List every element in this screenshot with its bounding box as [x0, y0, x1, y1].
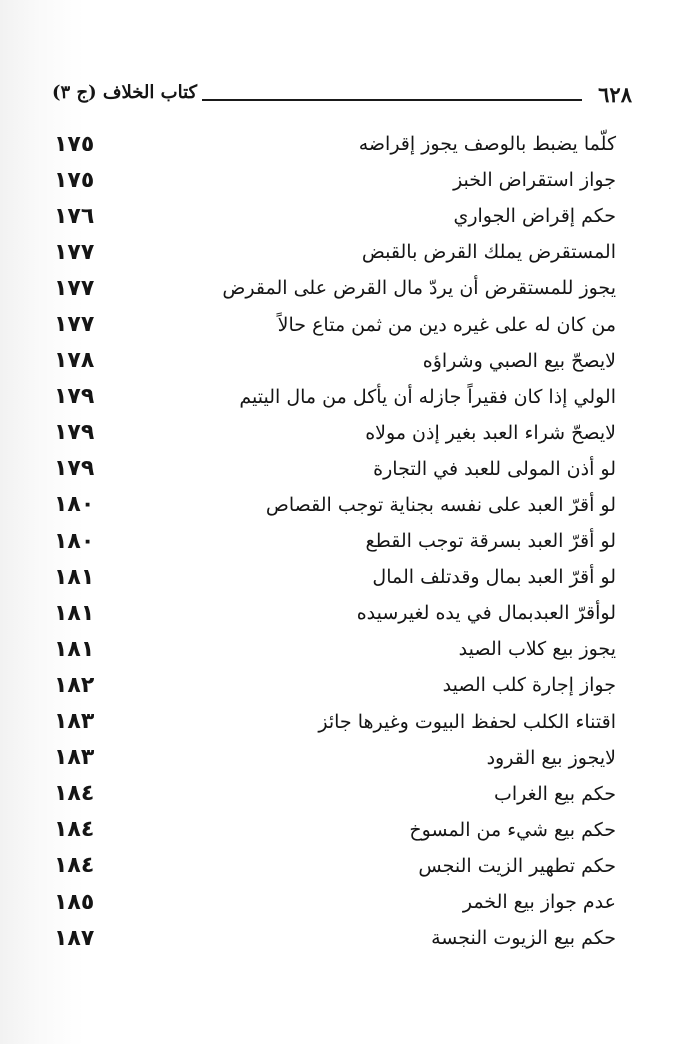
- toc-entry-page: ١٨١: [54, 600, 95, 626]
- toc-entry: [50, 487, 616, 523]
- toc-entry-page: ١٧٩: [54, 420, 95, 446]
- toc-entry-page: ١٧٨: [54, 348, 95, 374]
- toc-entry: [50, 631, 616, 667]
- toc-entry-title: لايصحّ شراء العبد بغير إذن مولاه: [365, 421, 616, 444]
- toc-entry: [50, 920, 616, 956]
- toc-entry-title: عدم جواز بيع الخمر: [462, 891, 616, 914]
- toc-entry-page: ١٨٠: [54, 492, 95, 518]
- toc-entry-page: ١٧٧: [54, 275, 95, 301]
- toc-entry: [50, 162, 616, 198]
- toc-entry-title: حكم إقراض الجواري: [453, 205, 616, 228]
- toc-entry-title: يجوز للمستقرض أن يردّ مال القرض على المقرض: [222, 277, 616, 300]
- toc-entry-title: من كان له على غيره دين من ثمن متاع حالاً: [277, 313, 616, 336]
- toc-entry-page: ١٨٠: [54, 528, 95, 554]
- toc-entry: [50, 415, 616, 451]
- toc-entry-page: ١٨٤: [54, 853, 95, 879]
- toc-entry-page: ١٨٣: [54, 745, 95, 771]
- toc-entry: [50, 740, 616, 776]
- toc-entry: [50, 704, 616, 740]
- toc-entry-page: ١٨١: [54, 636, 95, 662]
- toc-entry-page: ١٨٤: [54, 781, 95, 807]
- toc-entry-title: حكم بيع الزيوت النجسة: [431, 927, 616, 950]
- toc-entry: [50, 379, 616, 415]
- toc-entry-title: اقتناء الكلب لحفظ البيوت وغيرها جائز: [318, 710, 616, 733]
- toc-entry: [50, 812, 616, 848]
- toc-entry: [50, 667, 616, 703]
- toc-entry-title: كلّما يضبط بالوصف يجوز إقراضه: [358, 133, 616, 156]
- toc-entry-page: ١٧٥: [54, 131, 95, 157]
- toc-entry: [50, 595, 616, 631]
- page-header: [52, 78, 632, 112]
- toc-entry-title: الولي إذا كان فقيراً جازله أن يأكل من مال اليتيم: [239, 385, 616, 408]
- toc-entry-title: لوأقرّ العبدبمال في يده لغيرسيده: [356, 602, 616, 625]
- toc-entry-title: لايجوز بيع القرود: [486, 746, 616, 769]
- toc-entry-page: ١٧٥: [54, 167, 95, 193]
- toc-entry: [50, 198, 616, 234]
- toc-entry: [50, 126, 616, 162]
- toc-entry-title: حكم تطهير الزيت النجس: [418, 854, 616, 877]
- toc-entry-page: ١٧٧: [54, 239, 95, 265]
- toc-entry-page: ١٧٩: [54, 384, 95, 410]
- toc-entry-title: لايصحّ بيع الصبي وشراؤه: [422, 349, 616, 372]
- toc-entry-page: ١٧٩: [54, 456, 95, 482]
- toc-entry-page: ١٨٥: [54, 889, 95, 915]
- toc-entry-title: جواز استقراض الخبز: [453, 169, 616, 192]
- toc-entry: [50, 234, 616, 270]
- toc-entry: [50, 776, 616, 812]
- toc-entry: [50, 884, 616, 920]
- toc-entry-title: لو أقرّ العبد بمال وقدتلف المال: [372, 566, 616, 589]
- toc-entry-page: ١٧٦: [54, 203, 95, 229]
- toc-entry-title: جواز إجارة كلب الصيد: [442, 674, 616, 697]
- toc-entry: [50, 848, 616, 884]
- toc-entry-page: ١٨٤: [54, 817, 95, 843]
- toc-entry-title: حكم بيع الغراب: [494, 782, 616, 805]
- toc-entry-page: ١٧٧: [54, 312, 95, 338]
- book-title: كتاب الخلاف (ج ٣): [52, 82, 198, 103]
- table-of-contents: [50, 126, 616, 956]
- toc-entry-page: ١٨١: [54, 564, 95, 590]
- toc-entry: [50, 451, 616, 487]
- toc-entry: [50, 523, 616, 559]
- toc-entry-title: حكم بيع شيء من المسوخ: [409, 818, 616, 841]
- toc-entry-title: لو أقرّ العبد على نفسه بجناية توجب القصاص: [265, 493, 616, 516]
- toc-entry-page: ١٨٧: [54, 925, 95, 951]
- toc-entry: [50, 343, 616, 379]
- toc-entry: [50, 559, 616, 595]
- page-number: ٦٢٨: [598, 82, 632, 107]
- toc-entry-title: المستقرض يملك القرض بالقبض: [361, 241, 616, 264]
- toc-entry-title: لو أذن المولى للعبد في التجارة: [373, 457, 616, 480]
- toc-entry: [50, 270, 616, 306]
- toc-entry-page: ١٨٣: [54, 709, 95, 735]
- toc-entry-page: ١٨٢: [54, 672, 95, 698]
- header-rule: [202, 99, 582, 101]
- toc-entry: [50, 306, 616, 342]
- toc-entry-title: لو أقرّ العبد بسرقة توجب القطع: [365, 530, 616, 553]
- toc-entry-title: يجوز بيع كلاب الصيد: [458, 638, 616, 661]
